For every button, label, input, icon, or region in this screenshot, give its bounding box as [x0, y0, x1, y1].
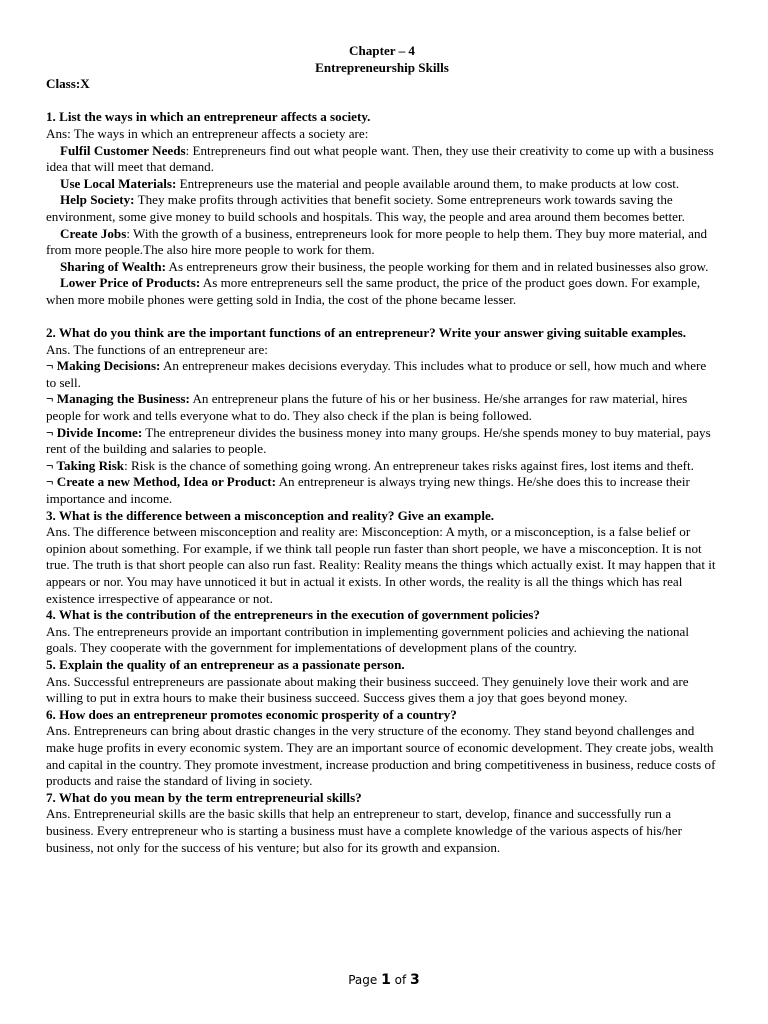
answer-5: Ans. Successful entrepreneurs are passionate about making their business succeed. They genuinely love their work and are willing to put in extra hours to make their business succeed. Success gives them a joy that goes beyond money.: [46, 673, 689, 706]
answer-1-intro: Ans: The ways in which an entrepreneur affects a society are:: [46, 125, 369, 141]
item-text: : Entrepreneurs find out what people want. Then, they use their creativity to come up with a business idea that will meet that demand.: [46, 142, 714, 175]
list-item: [46, 259, 718, 276]
list-item: [46, 275, 718, 308]
item-term: ¬ Managing the Business:: [46, 391, 190, 407]
list-item: [46, 358, 718, 391]
class-label: Class:X: [46, 76, 90, 92]
item-term: Create Jobs: [60, 225, 127, 241]
item-term: Fulfil Customer Needs: [60, 142, 186, 158]
item-text: They make profits through activities that benefit society. Some entrepreneurs work towards saving the environment, some give money to build schools and hospitals. This way, the people and area around them becomes better.: [46, 192, 685, 224]
spacer: [46, 309, 718, 326]
item-term: Sharing of Wealth:: [60, 258, 166, 274]
question-3: 3. What is the difference between a misconception and reality? Give an example.: [46, 507, 495, 523]
item-text: Entrepreneurs use the material and people available around them, to make products at low cost.: [176, 175, 680, 191]
item-text: An entrepreneur makes decisions everyday. This includes what to produce or sell, how much and where to sell.: [46, 358, 707, 390]
question-5: 5. Explain the quality of an entrepreneur as a passionate person.: [46, 656, 405, 672]
page-title: Entrepreneurship Skills: [315, 59, 449, 75]
page-number: 1: [381, 972, 391, 988]
item-term: ¬ Create a new Method, Idea or Product:: [46, 474, 277, 490]
question-7: 7. What do you mean by the term entrepreneurial skills?: [46, 789, 362, 805]
item-text: : Risk is the chance of something going wrong. An entrepreneur takes risks against fires, lost items and theft.: [124, 457, 694, 473]
list-item: [46, 425, 718, 458]
spacer: [46, 93, 718, 110]
answer-2-intro: Ans. The functions of an entrepreneur are:: [46, 341, 268, 357]
item-text: An entrepreneur plans the future of his or her business. He/she arranges for raw material, hires people for work and tells everyone what to do. They also check if the plan is being followed.: [46, 391, 688, 424]
answer-4: Ans. The entrepreneurs provide an important contribution in implementing government policies and achieving the national goals. They cooperate with the government for implementations of development plans of the country.: [46, 623, 690, 656]
page-footer: [0, 972, 768, 989]
list-item: [46, 176, 718, 193]
list-item: [46, 458, 718, 475]
list-item: [46, 474, 718, 507]
list-item: [46, 192, 718, 225]
page-total: 3: [410, 972, 420, 988]
of-word: of: [390, 973, 411, 987]
question-6: 6. How does an entrepreneur promotes economic prosperity of a country?: [46, 706, 457, 722]
answer-1-list: [46, 143, 718, 309]
item-term: ¬ Divide Income:: [46, 424, 143, 440]
chapter-heading: Chapter – 4: [349, 43, 415, 58]
answer-6: Ans. Entrepreneurs can bring about drastic changes in the very structure of the economy. They stand beyond challenges and make huge profits in every economic system. They are an important source of economic development. They create jobs, wealth and capital in the country. They promote investment, increase production and bring competitiveness in business, reduce costs of products and raise the standard of living in society.: [46, 723, 716, 789]
question-4: 4. What is the contribution of the entrepreneurs in the execution of government policies?: [46, 607, 540, 623]
item-term: Lower Price of Products:: [60, 275, 201, 291]
item-term: ¬ Taking Risk: [46, 457, 125, 473]
page-word: Page: [348, 973, 382, 987]
question-2: 2. What do you think are the important functions of an entrepreneur? Write your answer giving suitable examples.: [46, 325, 687, 341]
answer-7: Ans. Entrepreneurial skills are the basic skills that help an entrepreneur to start, develop, finance and successfully run a business. Every entrepreneur who is starting a business must have a complete knowledge of the various aspects of his/her business, not only for the success of his venture; but also for its growth and expansion.: [46, 806, 682, 855]
answer-2-list: [46, 358, 718, 507]
list-item: [46, 391, 718, 424]
list-item: [46, 226, 718, 259]
item-term: Use Local Materials:: [60, 175, 177, 191]
answer-3: Ans. The difference between misconception and reality are: Misconception: A myth, or a misconception, is a false belief or opinion about something. For example, if we think tall people run faster than short people, we have a misconception. It is not true. The truth is that short people can also run fast. Reality: Reality means the things which actually exist. It may happen that it appears or nor. You may have unnoticed it but in actual it exists. In other words, the reality is all the things which has real existence irrespective of appearance or not.: [46, 524, 716, 606]
item-text: The entrepreneur divides the business money into many groups. He/she spends money to buy material, pays rent of the building and salaries to people.: [46, 424, 711, 457]
question-1: 1. List the ways in which an entrepreneur affects a society.: [46, 109, 371, 125]
item-text: : With the growth of a business, entrepreneurs look for more people to help them. They buy more material, and from more people.The also hire more people to work for them.: [46, 225, 708, 258]
item-term: Help Society:: [60, 192, 135, 208]
item-text: As entrepreneurs grow their business, the people working for them and in related businesses also grow.: [165, 258, 709, 274]
list-item: [46, 143, 718, 176]
item-text: As more entrepreneurs sell the same product, the price of the product goes down. For example, when more mobile phones were getting sold in India, the cost of the phone became lesser.: [46, 275, 701, 307]
item-term: ¬ Making Decisions:: [46, 358, 161, 374]
item-text: An entrepreneur is always trying new things. He/she does this to increase their importance and income.: [46, 474, 690, 507]
